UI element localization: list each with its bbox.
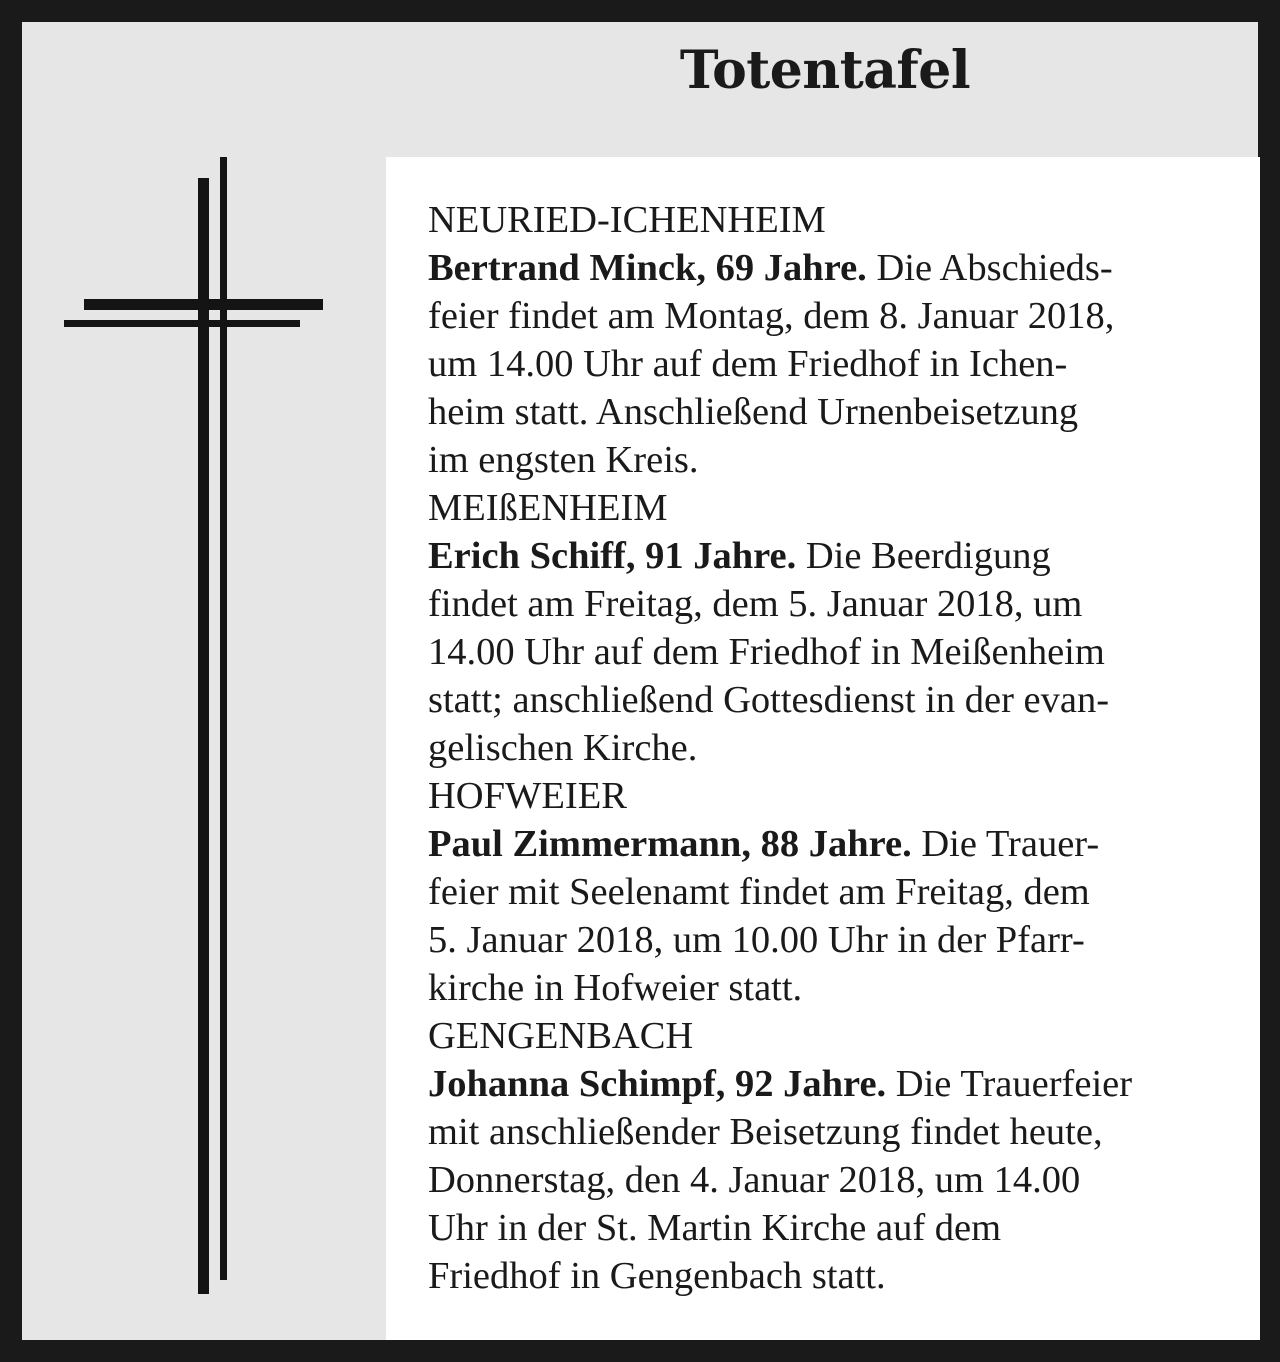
place-heading: MEIßENHEIM <box>428 487 668 529</box>
entry-line: heim statt. Anschließend Urnenbeisetzung <box>428 391 1079 433</box>
entry-line: feier findet am Montag, dem 8. Januar 2018, <box>428 295 1115 337</box>
deceased-name: Erich Schiff, 91 Jahre. <box>428 535 797 577</box>
entry-line: statt; anschließend Gottesdienst in der evan- <box>428 679 1110 721</box>
entry-line: um 14.00 Uhr auf dem Friedhof in Ichen- <box>428 343 1068 385</box>
place-heading: NEURIED-ICHENHEIM <box>428 199 826 241</box>
entry-line: findet am Freitag, dem 5. Januar 2018, um <box>428 583 1083 625</box>
entry-line: kirche in Hofweier statt. <box>428 967 803 1009</box>
page-title: Totentafel <box>679 40 971 101</box>
obituary-list <box>428 196 1248 1300</box>
place-heading: HOFWEIER <box>428 775 627 817</box>
obituary-entry <box>428 1012 1248 1300</box>
obituary-entry <box>428 196 1248 484</box>
entry-line <box>428 532 1248 580</box>
entry-line: mit anschließender Beisetzung findet heute, <box>428 1111 1103 1153</box>
entry-line: Friedhof in Gengenbach statt. <box>428 1255 886 1297</box>
entry-line: 5. Januar 2018, um 10.00 Uhr in der Pfarr- <box>428 919 1085 961</box>
obituary-entry <box>428 772 1248 1012</box>
obituary-entry <box>428 484 1248 772</box>
entry-line: Donnerstag, den 4. Januar 2018, um 14.00 <box>428 1159 1081 1201</box>
entry-line: feier mit Seelenamt findet am Freitag, dem <box>428 871 1090 913</box>
place-heading: GENGENBACH <box>428 1015 694 1057</box>
entry-text: Die Abschieds- <box>866 247 1113 289</box>
entry-text: Die Trauerfeier <box>886 1063 1133 1105</box>
deceased-name: Paul Zimmermann, 88 Jahre. <box>428 823 912 865</box>
entry-line: im engsten Kreis. <box>428 439 699 481</box>
entry-line: 14.00 Uhr auf dem Friedhof in Meißenheim <box>428 631 1105 673</box>
entry-line <box>428 1060 1248 1108</box>
entry-line: Uhr in der St. Martin Kirche auf dem <box>428 1207 1002 1249</box>
deceased-name: Johanna Schimpf, 92 Jahre. <box>428 1063 887 1105</box>
entry-line: gelischen Kirche. <box>428 727 698 769</box>
entry-text: Die Beerdigung <box>796 535 1051 577</box>
entry-text: Die Trauer- <box>911 823 1100 865</box>
entry-line <box>428 244 1248 292</box>
entry-line <box>428 820 1248 868</box>
deceased-name: Bertrand Minck, 69 Jahre. <box>428 247 867 289</box>
